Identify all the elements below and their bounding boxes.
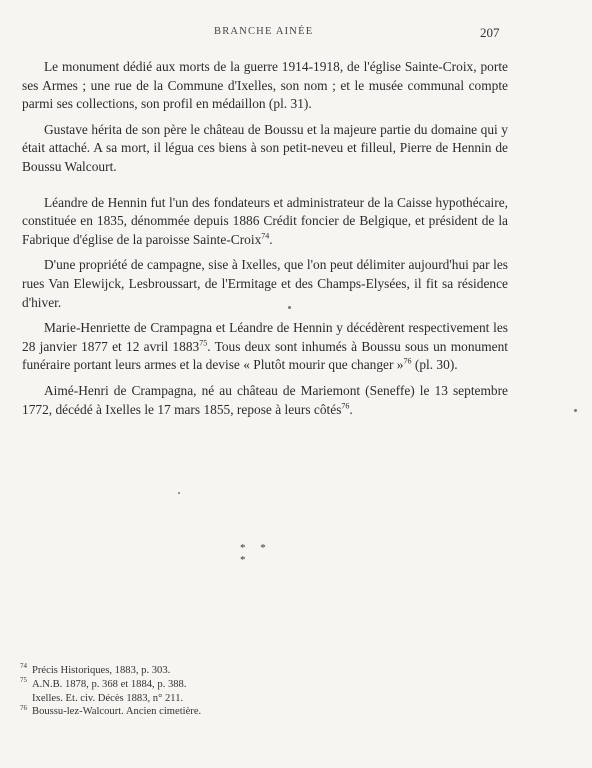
running-title: BRANCHE AINÉE — [214, 26, 314, 37]
footnote-ref: 75 — [199, 338, 208, 348]
paragraph-deaths: Marie-Henriette de Crampagna et Léandre de Hennin y décédèrent respectivement les 28 janvier 1877 et 12 avril 1883$^{75}$. Tous deux sont inhumés à Boussu sous un monument funéraire portant leurs armes et la devise « Plutôt mourir que changer »$^{76}$ (pl. 30). — [22, 320, 508, 373]
paragraph-leandre: Léandre de Hennin fut l'un des fondateurs et administrateur de la Caisse hypothécaire, constituée en 1835, dénommée depuis 1886 Crédit foncier de Belgique, et président de la Fabrique d'église de la paroisse Sainte-Croix$^{74}$. — [22, 194, 508, 247]
paragraph-ixelles-property: D'une propriété de campagne, sise à Ixelles, que l'on peut délimiter aujourd'hui par les rues Van Elewijck, Lesbroussart, de l'Ermitage et des Champs-Elysées, il fit sa résidence d'hiver. — [22, 257, 508, 310]
footnote-ref: 76 — [341, 401, 350, 411]
footnotes — [20, 664, 320, 719]
scan-speck — [178, 492, 180, 494]
paragraph-aime-henri: Aimé-Henri de Crampagna, né au château de Mariemont (Seneffe) le 13 septembre 1772, décédé à Ixelles le 17 mars 1855, repose à leurs côtés$^{76}$. — [22, 382, 508, 417]
paragraph-monument: Le monument dédié aux morts de la guerre 1914-1918, de l'église Sainte-Croix, porte ses Armes ; une rue de la Commune d'Ixelles, son nom ; et le musée communal compte parmi ses collections, son profil en médaillon (pl. 31). — [22, 59, 508, 112]
section-break: * * * — [240, 542, 272, 566]
scan-speck — [288, 306, 291, 309]
footnote-74: 74 Précis Historiques, 1883, p. 303. — [20, 662, 171, 676]
body-text — [22, 58, 508, 419]
running-head — [0, 26, 592, 42]
footnote-ref: 76 — [403, 356, 412, 366]
page-number: 207 — [480, 25, 500, 40]
footnote-ref: 74 — [261, 231, 270, 241]
footnote-76: 76 Boussu-lez-Walcourt. Ancien cimetière. — [20, 703, 202, 718]
footnote-75: 75 A.N.B. 1878, p. 368 et 1884, p. 388. — [20, 676, 187, 690]
paragraph-gustave: Gustave hérita de son père le château de Boussu et la majeure partie du domaine qui y était attaché. A sa mort, il légua ces biens à son petit-neveu et filleul, Pierre de Hennin de Boussu Walcourt. — [22, 121, 508, 174]
scan-speck — [574, 409, 577, 412]
footnote-75-continuation: Ixelles. Et. civ. Décès 1883, n° 211. — [32, 692, 184, 704]
